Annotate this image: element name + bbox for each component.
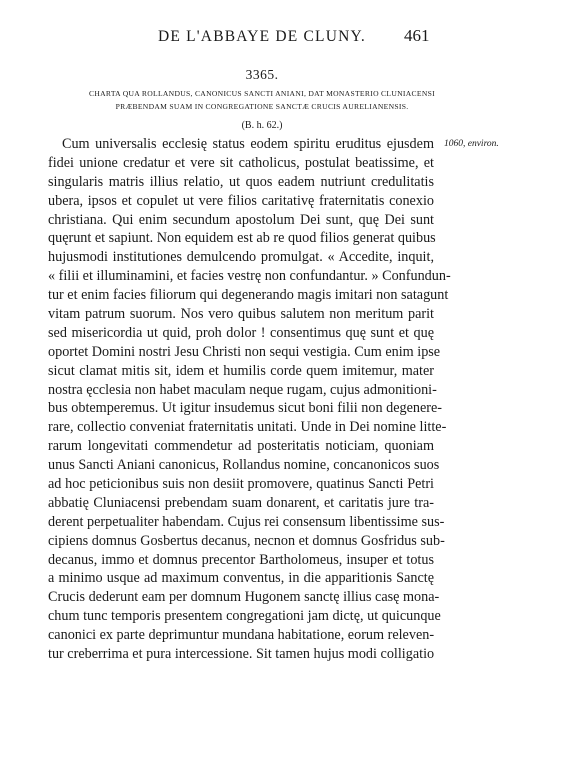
body-line: canonici ex parte deprimuntur mundana habitatione, eorum releven-: [48, 627, 435, 644]
body-line: nostra ęcclesia non habet maculam neque rugam, cujus admonitioni-: [48, 381, 437, 398]
running-title: DE L'ABBAYE DE CLUNY.: [158, 28, 366, 45]
body-line: quęrunt et sapiunt. Non equidem est ab re quod filios generat quibus: [48, 230, 436, 247]
body-line: unus Sancti Aniani canonicus, Rollandus nomine, concanonicos suos: [48, 457, 440, 474]
body-line: bus obtemperemus. Ut igitur insudemus sicut boni filii non degenere-: [48, 400, 443, 417]
body-line: oportet Domini nostri Jesu Christi non sequi vestigia. Cum enim ipse: [48, 343, 441, 360]
body-line: hujusmodi institutiones demulcendo promulgat. « Accedite, inquit,: [48, 249, 434, 266]
body-line: fidei unione credatur et vere sit catholicus, postulat beatissime, et: [48, 154, 434, 171]
body-line: tur creberrima et pura intercessione. Sit tamen hujus modi colligatio: [48, 646, 435, 663]
body-line: chum tunc temporis presentem congregationi jam dictę, ut quicunque: [48, 608, 441, 625]
body-line: derent perpetualiter habendam. Cujus rei consensum libentissime sus-: [48, 513, 445, 530]
body-line: rare, collectio conveniat fraternitatis unitati. Unde in Dei nomine litte-: [48, 419, 447, 436]
charter-heading-line: CHARTA QUA ROLLANDUS, CANONICUS SANCTI ANIANI, DAT MONASTERIO CLUNIACENSI: [89, 89, 435, 98]
margin-date-note: 1060, environ.: [444, 139, 499, 149]
page-number: 461: [404, 26, 430, 45]
body-line: ubera, ipsos et copulet ut vere filios caritativę fraternitatis conexio: [48, 192, 434, 209]
body-line: Cum universalis ecclesię status eodem spiritu eruditus ejusdem: [62, 136, 434, 152]
body-line: decanus, immo et domnus precentor Bartholomeus, insuper et totus: [48, 551, 434, 568]
charter-body: [48, 135, 451, 664]
running-head: [0, 28, 570, 48]
charter-heading: [40, 87, 484, 113]
body-line: rarum longevitati commendetur ad posteritatis noticiam, quoniam: [48, 438, 434, 455]
body-line: « filii et illuminamini, et facies vestrę non confundantur. » Confundun-: [48, 268, 451, 285]
body-line: cipiens domnus Gosbertus decanus, necnon et domnus Gosfridus sub-: [48, 532, 445, 549]
body-line: singularis matris illius relatio, ut quos eadem nutriunt credulitatis: [48, 173, 434, 190]
body-line: christiana. Qui enim secundum apostolum Dei sunt, quę Dei sunt: [48, 211, 434, 228]
body-line: ad hoc peticionibus suis non desiit promovere, quatinus Sancti Petri: [48, 476, 434, 493]
body-line: tur et enim facies filiorum qui degenerando magis imitari non satagunt: [48, 287, 449, 304]
body-line: abbatię Cluniacensi prebendam suam donarent, et caritatis jure tra-: [48, 494, 434, 511]
body-line: a minimo usque ad maximum conventus, in die apparitionis Sanctę: [48, 570, 434, 587]
charter-number: 3365.: [245, 67, 279, 82]
body-line: sed misericordia ut quid, proh dolor ! consentimus quę sunt et quę: [48, 324, 434, 341]
body-line: vitam patrum suorum. Nos vero quibus salutem non meritum parit: [48, 306, 434, 323]
charter-heading-line: PRÆBENDAM SUAM IN CONGREGATIONE SANCTÆ CRUCIS AURELIANENSIS.: [115, 102, 409, 111]
source-reference: (B. h. 62.): [241, 120, 283, 131]
body-line: sicut clamat mitis sit, idem et humilis corde quem imitemur, mater: [48, 362, 434, 379]
body-line: Crucis dederunt eam per domnum Hugonem sanctę illius casę mona-: [48, 589, 440, 606]
